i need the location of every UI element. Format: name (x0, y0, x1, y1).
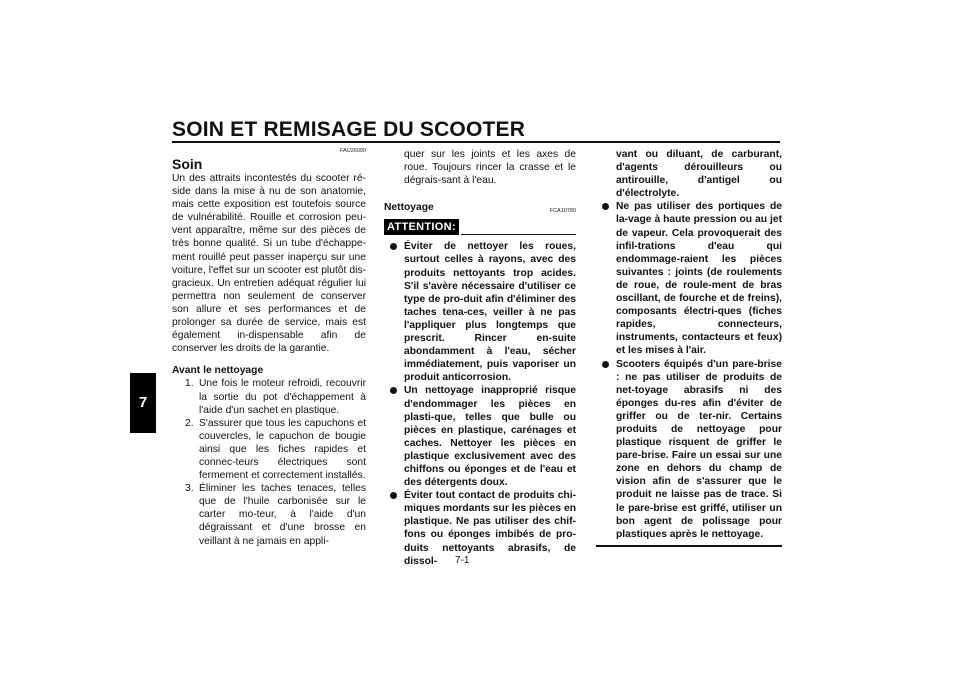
warning-list (384, 240, 576, 567)
page-number: 7-1 (455, 555, 470, 566)
step-text: Une fois le moteur refroidi, recouvrir la sortie du pot d'échappement à l'aide d'un sachet en plastique. (199, 378, 366, 416)
bullet-icon (602, 361, 609, 368)
list-item (384, 489, 576, 568)
bullet-icon (602, 203, 609, 210)
column-1 (172, 148, 366, 548)
list-item (384, 240, 576, 384)
title-rule (172, 141, 780, 143)
page-title: SOIN ET REMISAGE DU SCOOTER (172, 118, 526, 141)
list-item (596, 358, 782, 541)
warning-text: Éviter de nettoyer les roues, surtout celles à rayons, avec des produits nettoyants trop acides. S'il s'avère nécessaire d'utiliser ce type de pro-duit afin d'éliminer des taches tena-ces, veiller à ne pas l'appliquer plus longtemps que prescrit. Rincer en-suite abondamment à l'eau, sécher immédiatement, puis vaporiser un produit anticorrosion. (404, 241, 576, 384)
list-item (172, 482, 366, 547)
step-text: Éliminer les taches tenaces, telles que de l'huile carbonisée sur le carter mo-teur, à l'aide d'un dégraissant et d'une brosse en veillant à ne jamais en appli- (199, 483, 366, 547)
attention-header (384, 219, 576, 235)
list-item (596, 200, 782, 357)
subheading-nettoyage: Nettoyage (384, 202, 434, 214)
subheading-avant-nettoyage: Avant le nettoyage (172, 365, 264, 377)
step-number: 2. (185, 417, 194, 429)
warning-text: Éviter tout contact de produits chi-miques mordants sur les pièces en plastique. Ne pas utiliser des chif-fons ou éponges imbibés de pro-duits nettoyants abrasifs, de dissol- (404, 490, 576, 567)
step-text: S'assurer que tous les capuchons et couvercles, le capuchon de bougie ainsi que les fiches rapides et connec-teurs électriques sont fermement et correctement installés. (199, 417, 366, 482)
attention-label: ATTENTION: (384, 219, 459, 235)
warning-text: Ne pas utiliser des portiques de la-vage à haute pression ou au jet de vapeur. Cela provoquerait des infil-trations d'eau qui endommage-raient les pièces suivantes : joints (de roulements de roue, de roule-ment de bras oscillant, de fourche et de freins), composants électri-ques (fiches rapides, connecteurs, instruments, contacteurs et feux) et les mises à l'air. (616, 201, 782, 357)
column-3 (596, 148, 782, 547)
intro-paragraph: Un des attraits incontestés du scooter ré-side dans la mise à nu de son anatomie, mais cette exposition est toutefois source de vulnérabilité. Rouille et corrosion peu-vent apparaître, même sur des pièces de très bonne qualité. Si un tube d'échappe-ment rouillé peut passer inaperçu sur une voiture, l'effet sur un scooter est plutôt dis-gracieux. Un entretien adéquat régulier lui permettra non seulement de conserver son allure et ses performances et de prolonger sa durée de service, mais est également in-dispensable afin de conserver les droits de la garantie. (172, 173, 366, 355)
bullet-icon (390, 492, 397, 499)
attention-end-rule (596, 545, 782, 547)
step-number: 3. (185, 483, 194, 495)
list-item (172, 377, 366, 416)
steps-list (172, 377, 366, 547)
continuation-text: vant ou diluant, de carburant, d'agents dérouilleurs ou antirouille, d'antigel ou d'électrolyte. (616, 149, 782, 200)
column-2 (384, 148, 576, 568)
section-code: FAU26090 (340, 148, 366, 154)
chapter-tab: 7 (130, 373, 156, 433)
section-code: FCA10780 (549, 208, 576, 215)
warning-text: Scooters équipés d'un pare-brise : ne pas utiliser de produits de net-toyage abrasifs ni des éponges du-res afin d'éviter de griffer ou de ter-nir. Certains produits de nettoyage pour plastique risquent de griffer le pare-brise. Faire un essai sur une zone en dehors du champ de vision afin de s'assurer que le produit ne laisse pas de trace. Si le pare-brise est griffé, utiliser un bon agent de polissage pour plastiques après le nettoyage. (616, 358, 782, 540)
bullet-icon (390, 243, 397, 250)
attention-rule (461, 234, 576, 235)
continuation-text: quer sur les joints et les axes de roue. Toujours rincer la crasse et le dégrais-sant à l'eau. (404, 149, 576, 187)
section-heading-soin: Soin (172, 156, 203, 172)
step-number: 1. (185, 378, 194, 390)
warning-list (596, 200, 782, 540)
warning-text: Un nettoyage inapproprié risque d'endommager les pièces en plasti-que, telles que bulle ou pièces en plastique, carénages et caches. Nettoyer les pièces en plastique exclusivement avec des chiffons ou éponges et de l'eau et des détergents doux. (404, 385, 576, 489)
bullet-icon (390, 387, 397, 394)
list-item (172, 417, 366, 482)
list-item (384, 384, 576, 489)
